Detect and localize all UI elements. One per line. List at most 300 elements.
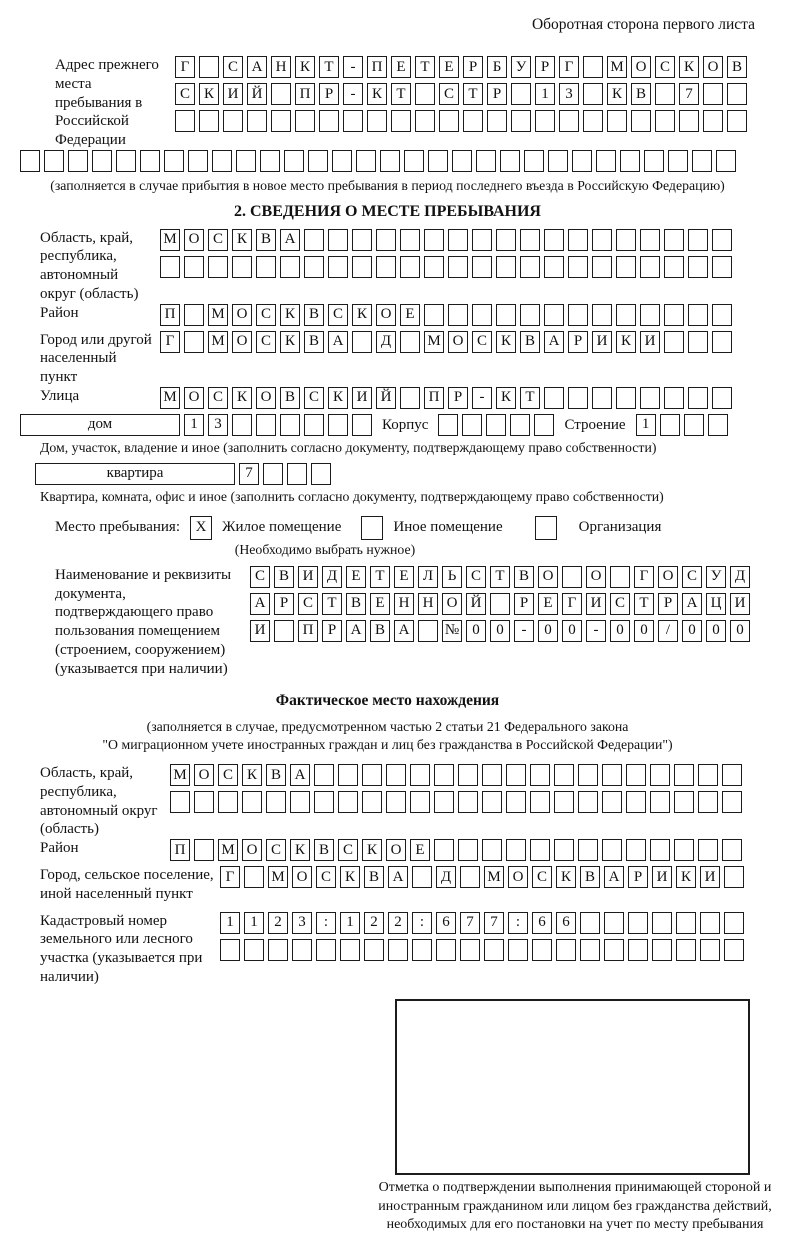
char-box[interactable] bbox=[362, 764, 382, 786]
char-box[interactable]: В bbox=[580, 866, 600, 888]
char-box[interactable] bbox=[304, 229, 324, 251]
char-box[interactable] bbox=[271, 83, 291, 105]
char-box[interactable] bbox=[640, 387, 660, 409]
char-box[interactable] bbox=[554, 764, 574, 786]
char-box[interactable] bbox=[532, 939, 552, 961]
char-box[interactable]: Е bbox=[346, 566, 366, 588]
char-box[interactable] bbox=[242, 791, 262, 813]
char-box[interactable] bbox=[486, 414, 506, 436]
char-box[interactable] bbox=[604, 912, 624, 934]
char-box[interactable]: С bbox=[610, 593, 630, 615]
char-box[interactable] bbox=[676, 912, 696, 934]
char-box[interactable]: Т bbox=[520, 387, 540, 409]
char-box[interactable] bbox=[284, 150, 304, 172]
char-box[interactable]: И bbox=[592, 331, 612, 353]
char-box[interactable] bbox=[140, 150, 160, 172]
char-box[interactable]: Е bbox=[439, 56, 459, 78]
char-box[interactable] bbox=[520, 229, 540, 251]
char-box[interactable]: Д bbox=[730, 566, 750, 588]
char-box[interactable]: Б bbox=[487, 56, 507, 78]
char-box[interactable]: Е bbox=[538, 593, 558, 615]
char-box[interactable]: В bbox=[727, 56, 747, 78]
char-box[interactable] bbox=[674, 791, 694, 813]
char-box[interactable]: : bbox=[508, 912, 528, 934]
char-box[interactable] bbox=[684, 414, 704, 436]
char-box[interactable] bbox=[482, 791, 502, 813]
char-box[interactable] bbox=[511, 83, 531, 105]
char-box[interactable] bbox=[620, 150, 640, 172]
char-box[interactable] bbox=[592, 256, 612, 278]
char-box[interactable]: О bbox=[631, 56, 651, 78]
char-box[interactable] bbox=[448, 304, 468, 326]
char-box[interactable] bbox=[244, 866, 264, 888]
char-box[interactable] bbox=[676, 939, 696, 961]
char-box[interactable]: И bbox=[700, 866, 720, 888]
char-box[interactable]: Р bbox=[568, 331, 588, 353]
char-box[interactable] bbox=[583, 110, 603, 132]
char-box[interactable] bbox=[184, 256, 204, 278]
char-box[interactable] bbox=[712, 304, 732, 326]
char-box[interactable] bbox=[604, 939, 624, 961]
char-box[interactable]: 0 bbox=[538, 620, 558, 642]
char-box[interactable]: К bbox=[679, 56, 699, 78]
char-box[interactable] bbox=[164, 150, 184, 172]
char-box[interactable] bbox=[484, 939, 504, 961]
char-box[interactable] bbox=[458, 764, 478, 786]
char-box[interactable] bbox=[712, 229, 732, 251]
char-box[interactable]: Р bbox=[628, 866, 648, 888]
char-box[interactable] bbox=[640, 256, 660, 278]
char-box[interactable]: С bbox=[316, 866, 336, 888]
char-box[interactable] bbox=[352, 331, 372, 353]
char-box[interactable] bbox=[616, 304, 636, 326]
char-box[interactable] bbox=[544, 387, 564, 409]
char-box[interactable]: С bbox=[256, 304, 276, 326]
char-box[interactable] bbox=[328, 256, 348, 278]
char-box[interactable] bbox=[487, 110, 507, 132]
char-box[interactable] bbox=[458, 839, 478, 861]
char-box[interactable]: 0 bbox=[466, 620, 486, 642]
char-box[interactable] bbox=[580, 912, 600, 934]
char-box[interactable] bbox=[616, 256, 636, 278]
char-box[interactable] bbox=[316, 939, 336, 961]
char-box[interactable] bbox=[418, 620, 438, 642]
char-box[interactable]: К bbox=[280, 304, 300, 326]
char-box[interactable]: Т bbox=[634, 593, 654, 615]
char-box[interactable]: С bbox=[655, 56, 675, 78]
char-box[interactable]: Р bbox=[448, 387, 468, 409]
char-box[interactable]: 2 bbox=[268, 912, 288, 934]
char-box[interactable] bbox=[343, 110, 363, 132]
char-box[interactable] bbox=[610, 566, 630, 588]
char-box[interactable] bbox=[412, 939, 432, 961]
char-box[interactable] bbox=[700, 939, 720, 961]
char-box[interactable] bbox=[367, 110, 387, 132]
char-box[interactable]: С bbox=[208, 387, 228, 409]
char-box[interactable] bbox=[458, 791, 478, 813]
char-box[interactable]: 0 bbox=[490, 620, 510, 642]
char-box[interactable]: Р bbox=[487, 83, 507, 105]
char-box[interactable]: О bbox=[376, 304, 396, 326]
char-box[interactable] bbox=[724, 866, 744, 888]
char-box[interactable]: Т bbox=[463, 83, 483, 105]
char-box[interactable] bbox=[448, 256, 468, 278]
char-box[interactable] bbox=[708, 414, 728, 436]
char-box[interactable] bbox=[652, 912, 672, 934]
char-box[interactable]: М bbox=[208, 331, 228, 353]
char-box[interactable] bbox=[410, 764, 430, 786]
char-box[interactable]: 1 bbox=[184, 414, 204, 436]
char-box[interactable] bbox=[631, 110, 651, 132]
char-box[interactable] bbox=[628, 939, 648, 961]
char-box[interactable]: У bbox=[511, 56, 531, 78]
char-box[interactable] bbox=[626, 764, 646, 786]
char-box[interactable]: К bbox=[242, 764, 262, 786]
char-box[interactable] bbox=[184, 304, 204, 326]
char-box[interactable]: К bbox=[556, 866, 576, 888]
char-box[interactable] bbox=[391, 110, 411, 132]
char-box[interactable] bbox=[578, 791, 598, 813]
char-box[interactable]: Д bbox=[376, 331, 396, 353]
char-box[interactable]: С bbox=[298, 593, 318, 615]
char-box[interactable] bbox=[506, 764, 526, 786]
stay-type-checkbox-organization[interactable] bbox=[535, 516, 557, 540]
char-box[interactable] bbox=[274, 620, 294, 642]
char-box[interactable]: О bbox=[184, 387, 204, 409]
char-box[interactable]: К bbox=[496, 331, 516, 353]
char-box[interactable] bbox=[568, 229, 588, 251]
char-box[interactable]: 6 bbox=[556, 912, 576, 934]
char-box[interactable]: С bbox=[439, 83, 459, 105]
char-box[interactable] bbox=[266, 791, 286, 813]
char-box[interactable] bbox=[448, 229, 468, 251]
char-box[interactable]: 0 bbox=[610, 620, 630, 642]
char-box[interactable]: К bbox=[290, 839, 310, 861]
char-box[interactable] bbox=[559, 110, 579, 132]
char-box[interactable]: И bbox=[250, 620, 270, 642]
char-box[interactable] bbox=[304, 256, 324, 278]
char-box[interactable]: С bbox=[328, 304, 348, 326]
char-box[interactable] bbox=[20, 150, 40, 172]
char-box[interactable] bbox=[520, 256, 540, 278]
char-box[interactable] bbox=[572, 150, 592, 172]
char-box[interactable] bbox=[232, 256, 252, 278]
char-box[interactable]: В bbox=[520, 331, 540, 353]
char-box[interactable]: 7 bbox=[679, 83, 699, 105]
char-box[interactable] bbox=[424, 229, 444, 251]
char-box[interactable]: У bbox=[706, 566, 726, 588]
char-box[interactable] bbox=[328, 229, 348, 251]
char-box[interactable]: К bbox=[295, 56, 315, 78]
char-box[interactable]: В bbox=[274, 566, 294, 588]
char-box[interactable]: И bbox=[298, 566, 318, 588]
char-box[interactable]: М bbox=[218, 839, 238, 861]
char-box[interactable]: Н bbox=[271, 56, 291, 78]
char-box[interactable] bbox=[578, 839, 598, 861]
char-box[interactable] bbox=[727, 83, 747, 105]
char-box[interactable] bbox=[727, 110, 747, 132]
char-box[interactable] bbox=[703, 83, 723, 105]
char-box[interactable] bbox=[712, 331, 732, 353]
char-box[interactable] bbox=[616, 387, 636, 409]
char-box[interactable]: Т bbox=[370, 566, 390, 588]
char-box[interactable] bbox=[434, 764, 454, 786]
char-box[interactable] bbox=[256, 256, 276, 278]
char-box[interactable] bbox=[496, 304, 516, 326]
char-box[interactable] bbox=[400, 229, 420, 251]
char-box[interactable]: П bbox=[295, 83, 315, 105]
char-box[interactable]: В bbox=[514, 566, 534, 588]
char-box[interactable]: С bbox=[466, 566, 486, 588]
char-box[interactable] bbox=[628, 912, 648, 934]
char-box[interactable] bbox=[287, 463, 307, 485]
char-box[interactable] bbox=[452, 150, 472, 172]
char-box[interactable]: Р bbox=[535, 56, 555, 78]
char-box[interactable] bbox=[376, 256, 396, 278]
char-box[interactable]: Н bbox=[418, 593, 438, 615]
char-box[interactable] bbox=[722, 764, 742, 786]
char-box[interactable]: Р bbox=[322, 620, 342, 642]
char-box[interactable]: В bbox=[304, 331, 324, 353]
char-box[interactable] bbox=[295, 110, 315, 132]
char-box[interactable] bbox=[664, 304, 684, 326]
char-box[interactable] bbox=[596, 150, 616, 172]
char-box[interactable]: И bbox=[223, 83, 243, 105]
char-box[interactable] bbox=[496, 256, 516, 278]
char-box[interactable]: К bbox=[367, 83, 387, 105]
char-box[interactable]: И bbox=[586, 593, 606, 615]
char-box[interactable]: О bbox=[448, 331, 468, 353]
char-box[interactable]: А bbox=[604, 866, 624, 888]
char-box[interactable]: О bbox=[586, 566, 606, 588]
char-box[interactable] bbox=[664, 387, 684, 409]
char-box[interactable]: И bbox=[640, 331, 660, 353]
char-box[interactable] bbox=[698, 839, 718, 861]
char-box[interactable]: О bbox=[658, 566, 678, 588]
char-box[interactable]: О bbox=[442, 593, 462, 615]
char-box[interactable] bbox=[400, 331, 420, 353]
char-box[interactable]: 0 bbox=[706, 620, 726, 642]
char-box[interactable]: Г bbox=[562, 593, 582, 615]
char-box[interactable]: К bbox=[199, 83, 219, 105]
char-box[interactable]: М bbox=[160, 387, 180, 409]
char-box[interactable] bbox=[415, 83, 435, 105]
char-box[interactable] bbox=[263, 463, 283, 485]
char-box[interactable] bbox=[568, 304, 588, 326]
char-box[interactable] bbox=[511, 110, 531, 132]
char-box[interactable] bbox=[175, 110, 195, 132]
char-box[interactable]: П bbox=[170, 839, 190, 861]
char-box[interactable]: О bbox=[184, 229, 204, 251]
char-box[interactable] bbox=[698, 764, 718, 786]
char-box[interactable] bbox=[592, 304, 612, 326]
char-box[interactable]: К bbox=[676, 866, 696, 888]
char-box[interactable]: К bbox=[280, 331, 300, 353]
char-box[interactable] bbox=[460, 939, 480, 961]
char-box[interactable]: А bbox=[247, 56, 267, 78]
char-box[interactable] bbox=[664, 229, 684, 251]
char-box[interactable] bbox=[664, 331, 684, 353]
char-box[interactable]: С bbox=[218, 764, 238, 786]
char-box[interactable] bbox=[328, 414, 348, 436]
char-box[interactable]: Н bbox=[394, 593, 414, 615]
char-box[interactable] bbox=[490, 593, 510, 615]
char-box[interactable] bbox=[280, 256, 300, 278]
char-box[interactable] bbox=[290, 791, 310, 813]
char-box[interactable]: Й bbox=[376, 387, 396, 409]
char-box[interactable] bbox=[712, 256, 732, 278]
char-box[interactable] bbox=[260, 150, 280, 172]
char-box[interactable] bbox=[438, 414, 458, 436]
char-box[interactable]: М bbox=[170, 764, 190, 786]
char-box[interactable] bbox=[244, 939, 264, 961]
char-box[interactable] bbox=[400, 256, 420, 278]
char-box[interactable] bbox=[556, 939, 576, 961]
char-box[interactable]: К bbox=[352, 304, 372, 326]
char-box[interactable] bbox=[410, 791, 430, 813]
char-box[interactable]: С bbox=[532, 866, 552, 888]
char-box[interactable] bbox=[660, 414, 680, 436]
char-box[interactable]: К bbox=[496, 387, 516, 409]
char-box[interactable]: А bbox=[328, 331, 348, 353]
char-box[interactable] bbox=[194, 839, 214, 861]
char-box[interactable] bbox=[568, 256, 588, 278]
char-box[interactable]: В bbox=[256, 229, 276, 251]
char-box[interactable] bbox=[311, 463, 331, 485]
char-box[interactable]: С bbox=[208, 229, 228, 251]
char-box[interactable]: Г bbox=[559, 56, 579, 78]
char-box[interactable]: Е bbox=[370, 593, 390, 615]
char-box[interactable] bbox=[724, 939, 744, 961]
char-box[interactable]: И bbox=[652, 866, 672, 888]
char-box[interactable]: К bbox=[616, 331, 636, 353]
char-box[interactable] bbox=[534, 414, 554, 436]
char-box[interactable]: 0 bbox=[682, 620, 702, 642]
char-box[interactable] bbox=[674, 839, 694, 861]
char-box[interactable]: Т bbox=[322, 593, 342, 615]
char-box[interactable] bbox=[386, 764, 406, 786]
char-box[interactable] bbox=[578, 764, 598, 786]
char-box[interactable]: В bbox=[280, 387, 300, 409]
char-box[interactable] bbox=[256, 414, 276, 436]
char-box[interactable] bbox=[640, 229, 660, 251]
char-box[interactable]: Е bbox=[410, 839, 430, 861]
char-box[interactable] bbox=[692, 150, 712, 172]
char-box[interactable]: К bbox=[362, 839, 382, 861]
char-box[interactable] bbox=[703, 110, 723, 132]
char-box[interactable]: О bbox=[508, 866, 528, 888]
char-box[interactable]: П bbox=[160, 304, 180, 326]
char-box[interactable]: Г bbox=[175, 56, 195, 78]
char-box[interactable]: О bbox=[386, 839, 406, 861]
char-box[interactable] bbox=[308, 150, 328, 172]
char-box[interactable] bbox=[655, 110, 675, 132]
char-box[interactable] bbox=[364, 939, 384, 961]
char-box[interactable]: - bbox=[514, 620, 534, 642]
char-box[interactable] bbox=[194, 791, 214, 813]
char-box[interactable] bbox=[530, 791, 550, 813]
char-box[interactable]: - bbox=[472, 387, 492, 409]
char-box[interactable] bbox=[722, 791, 742, 813]
char-box[interactable]: В bbox=[370, 620, 390, 642]
char-box[interactable]: О bbox=[242, 839, 262, 861]
char-box[interactable] bbox=[352, 414, 372, 436]
char-box[interactable]: И bbox=[730, 593, 750, 615]
char-box[interactable] bbox=[472, 229, 492, 251]
char-box[interactable] bbox=[314, 791, 334, 813]
char-box[interactable]: П bbox=[367, 56, 387, 78]
char-box[interactable] bbox=[583, 83, 603, 105]
char-box[interactable]: О bbox=[232, 304, 252, 326]
char-box[interactable] bbox=[650, 839, 670, 861]
char-box[interactable] bbox=[580, 939, 600, 961]
stay-type-checkbox-residential[interactable]: X bbox=[190, 516, 212, 540]
char-box[interactable] bbox=[352, 256, 372, 278]
char-box[interactable] bbox=[412, 866, 432, 888]
char-box[interactable]: А bbox=[544, 331, 564, 353]
char-box[interactable] bbox=[188, 150, 208, 172]
char-box[interactable] bbox=[424, 256, 444, 278]
char-box[interactable] bbox=[304, 414, 324, 436]
char-box[interactable] bbox=[722, 839, 742, 861]
char-box[interactable] bbox=[602, 764, 622, 786]
char-box[interactable]: О bbox=[538, 566, 558, 588]
char-box[interactable]: Т bbox=[391, 83, 411, 105]
char-box[interactable] bbox=[436, 939, 456, 961]
char-box[interactable]: П bbox=[424, 387, 444, 409]
char-box[interactable] bbox=[506, 839, 526, 861]
char-box[interactable]: В bbox=[266, 764, 286, 786]
char-box[interactable]: О bbox=[194, 764, 214, 786]
char-box[interactable]: 0 bbox=[634, 620, 654, 642]
char-box[interactable]: А bbox=[388, 866, 408, 888]
char-box[interactable]: 7 bbox=[239, 463, 259, 485]
char-box[interactable] bbox=[338, 764, 358, 786]
char-box[interactable]: Г bbox=[160, 331, 180, 353]
char-box[interactable] bbox=[655, 83, 675, 105]
char-box[interactable] bbox=[476, 150, 496, 172]
char-box[interactable] bbox=[562, 566, 582, 588]
char-box[interactable]: П bbox=[298, 620, 318, 642]
char-box[interactable]: Г bbox=[220, 866, 240, 888]
char-box[interactable] bbox=[400, 387, 420, 409]
char-box[interactable]: Л bbox=[418, 566, 438, 588]
char-box[interactable] bbox=[208, 256, 228, 278]
char-box[interactable]: - bbox=[343, 56, 363, 78]
char-box[interactable]: Й bbox=[247, 83, 267, 105]
char-box[interactable]: К bbox=[607, 83, 627, 105]
char-box[interactable]: Р bbox=[658, 593, 678, 615]
char-box[interactable] bbox=[184, 331, 204, 353]
char-box[interactable]: М bbox=[268, 866, 288, 888]
char-box[interactable]: Е bbox=[391, 56, 411, 78]
char-box[interactable] bbox=[544, 229, 564, 251]
char-box[interactable] bbox=[472, 256, 492, 278]
char-box[interactable] bbox=[280, 414, 300, 436]
char-box[interactable]: А bbox=[682, 593, 702, 615]
char-box[interactable]: С bbox=[250, 566, 270, 588]
char-box[interactable] bbox=[482, 839, 502, 861]
char-box[interactable]: С bbox=[682, 566, 702, 588]
char-box[interactable] bbox=[650, 764, 670, 786]
char-box[interactable] bbox=[592, 229, 612, 251]
char-box[interactable] bbox=[212, 150, 232, 172]
char-box[interactable]: А bbox=[346, 620, 366, 642]
char-box[interactable] bbox=[199, 56, 219, 78]
char-box[interactable]: 0 bbox=[730, 620, 750, 642]
char-box[interactable]: 1 bbox=[244, 912, 264, 934]
char-box[interactable]: 7 bbox=[460, 912, 480, 934]
